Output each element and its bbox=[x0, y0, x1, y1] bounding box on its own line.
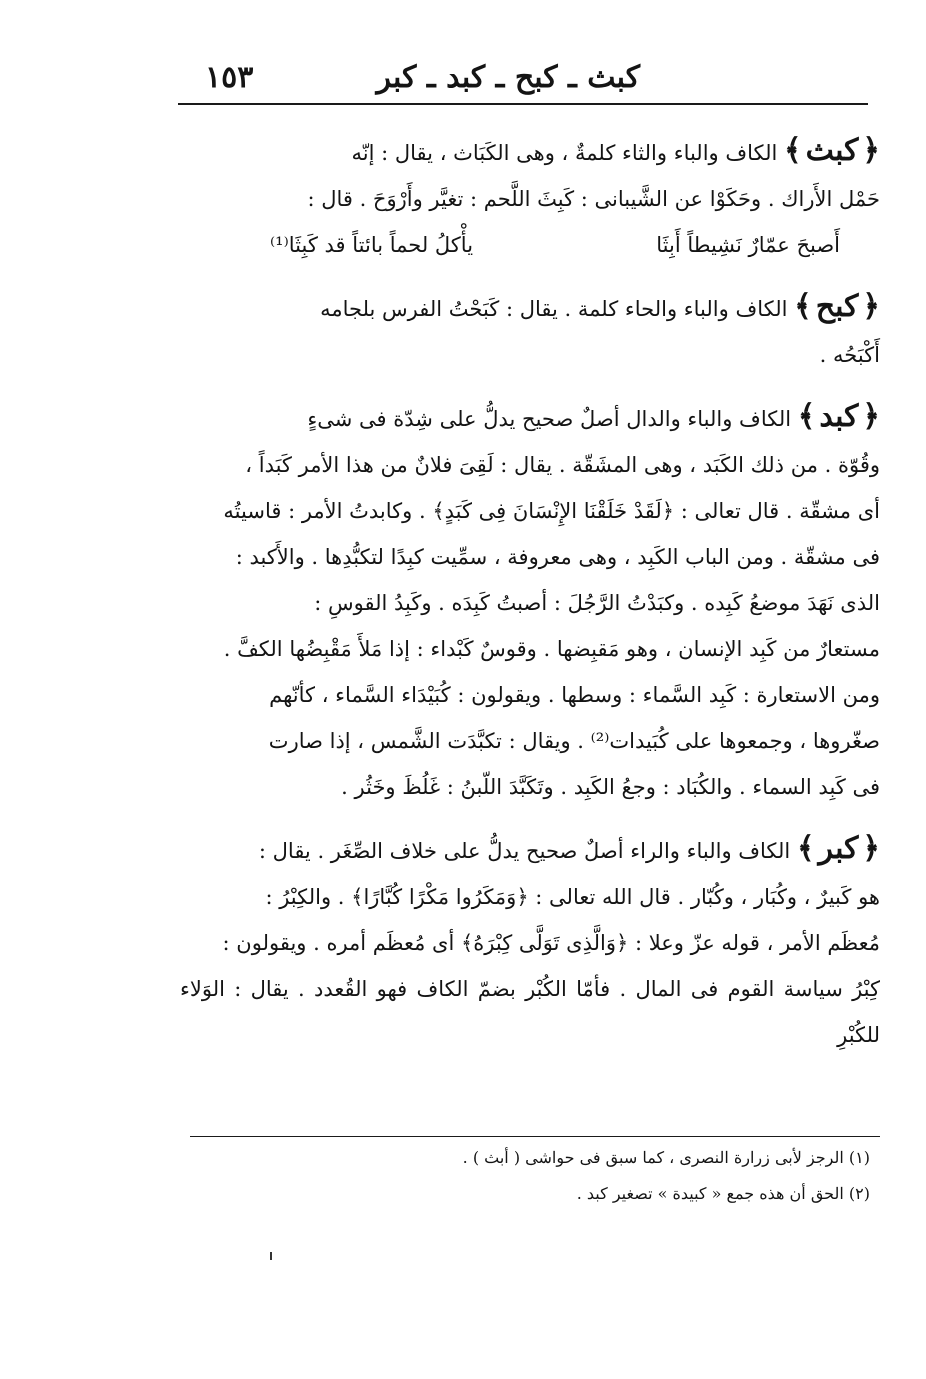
headword: كبد bbox=[819, 399, 859, 434]
footnotes bbox=[190, 1140, 870, 1212]
entry-line: وقُوّة . من ذلك الكَبَد ، وهى المشَقّة . يقال : لَقِىَ فلانٌ من هذا الأمر كَبَداً ، bbox=[245, 453, 880, 477]
headword-close-brace: ﴾ bbox=[784, 133, 802, 168]
entry-line: صغّروها ، وجمعوها على كُبَيدات⁽²⁾ . ويقال : تكبَّدَت الشَّمس ، إذا صارت bbox=[268, 729, 880, 753]
entry-kbr bbox=[180, 826, 880, 1058]
verse-second-hemistich: يأْكلُ لحماً بائتاً قد كَبِثَا⁽¹⁾ bbox=[270, 233, 474, 257]
scan-speck bbox=[270, 1252, 272, 1260]
poetry-verse bbox=[180, 222, 880, 268]
entry-line bbox=[180, 284, 880, 332]
headword-close-brace: ﴾ bbox=[794, 289, 812, 324]
headword: كبر bbox=[818, 831, 859, 866]
entry-line: فى كَبِد السماء . والكُبَاد : وجعُ الكَبِد . وتَكَبَّدَ اللّبنُ : غَلُظَ وخَثُر . bbox=[341, 775, 880, 799]
dictionary-body bbox=[180, 128, 880, 1074]
entry-line: أَكْبَحُه . bbox=[819, 343, 880, 367]
entry-line: حَمْل الأَراك . وحَكَوْا عن الشَّيبانى : كَبِثَ اللَّحم : تغيَّر وأَرْوَحَ . قال : bbox=[307, 187, 880, 211]
entry-line: ومن الاستعارة : كَبِد السَّماء : وسطها . ويقولون : كُبَيْدَاء السَّماء ، كأنّهم bbox=[269, 683, 880, 707]
entry-text: الكاف والباء والثاء كلمةٌ ، وهى الكَبَاث ، يقال : إنّه bbox=[351, 141, 778, 165]
footnote-1: (١) الرجز لأبى زرارة النصرى ، كما سبق فى حواشى ( أبث ) . bbox=[462, 1148, 870, 1167]
headword-close-brace: ﴾ bbox=[797, 399, 816, 434]
entry-text: الكاف والباء والدال أصلٌ صحيح يدلُّ على شِدّة فى شىءٍ bbox=[307, 407, 792, 431]
entry-line bbox=[180, 826, 880, 874]
entry-line: فى مشقّة . ومن الباب الكَبِد ، وهى معروفة ، سمِّيت كبِدًا لتكبُّدِها . والأَكبد : bbox=[235, 545, 880, 569]
entry-line: مُعظَم الأمر ، قوله عزّ وعلا : ﴿وَالَّذِى تَوَلَّى كِبْرَهُ﴾ أى مُعظَم أمره . ويقولون : bbox=[222, 931, 880, 955]
verse-first-hemistich: أَصبحَ عمّارٌ نَشِيطاً أَبِثَا bbox=[656, 233, 840, 257]
entry-line bbox=[180, 128, 880, 176]
entry-line: أى مشقّة . قال تعالى : ﴿لَقَدْ خَلَقْنَا الإِنْسَانَ فِى كَبَدٍ﴾ . وكابدتُ الأمر : قاسيتُه bbox=[223, 499, 880, 523]
entry-kbd bbox=[180, 394, 880, 810]
headword-open-brace: ﴿ bbox=[862, 289, 880, 324]
header-title: كبث ـ كبح ـ كبد ـ كبر bbox=[376, 60, 640, 95]
page-number: ١٥٣ bbox=[205, 60, 254, 95]
headword: كبث bbox=[805, 133, 859, 168]
footnote-rule bbox=[190, 1136, 880, 1137]
entry-kbh bbox=[180, 284, 880, 378]
entry-text: الكاف والباء والحاء كلمة . يقال : كَبَحْتُ الفرس بلجامه bbox=[320, 297, 788, 321]
entry-text: الكاف والباء والراء أصلٌ صحيح يدلُّ على خلاف الصِّغَر . يقال : bbox=[258, 839, 791, 863]
footnote-2: (٢) الحق أن هذه جمع « كبيدة » تصغير كبد . bbox=[576, 1184, 870, 1203]
entry-line: مستعارٌ من كَبِد الإنسان ، وهو مَقبِضها . وقوسٌ كَبْداء : إذا مَلأَ مَقْبِضُها الكفَّ . bbox=[223, 637, 880, 661]
headword-open-brace: ﴿ bbox=[862, 399, 880, 434]
entry-line bbox=[180, 394, 880, 442]
entry-line: الذى نَهَدَ موضعُ كَبِده . وكبَدْتُ الرَّجُلَ : أصبتُ كَبِدَه . وكَبِدُ القوسِ : bbox=[314, 591, 880, 615]
entry-line: كِبْرُ سياسة القوم فى المال . فأمّا الكُبْر بضمّ الكاف فهو القُعدد . يقال : الوَلاء للكُبْرِ bbox=[180, 977, 880, 1047]
running-header bbox=[175, 52, 865, 102]
entry-line: هو كَبيرٌ ، وكُبَار ، وكُبّار . قال الله تعالى : ﴿وَمَكَرُوا مَكْرًا كُبَّارًا﴾ . والكِبْرُ : bbox=[265, 885, 880, 909]
headword: كبح bbox=[815, 289, 859, 324]
headword-open-brace: ﴿ bbox=[862, 133, 880, 168]
headword-close-brace: ﴾ bbox=[796, 831, 815, 866]
entry-kbth bbox=[180, 128, 880, 268]
headword-open-brace: ﴿ bbox=[862, 831, 880, 866]
header-rule bbox=[178, 103, 868, 105]
